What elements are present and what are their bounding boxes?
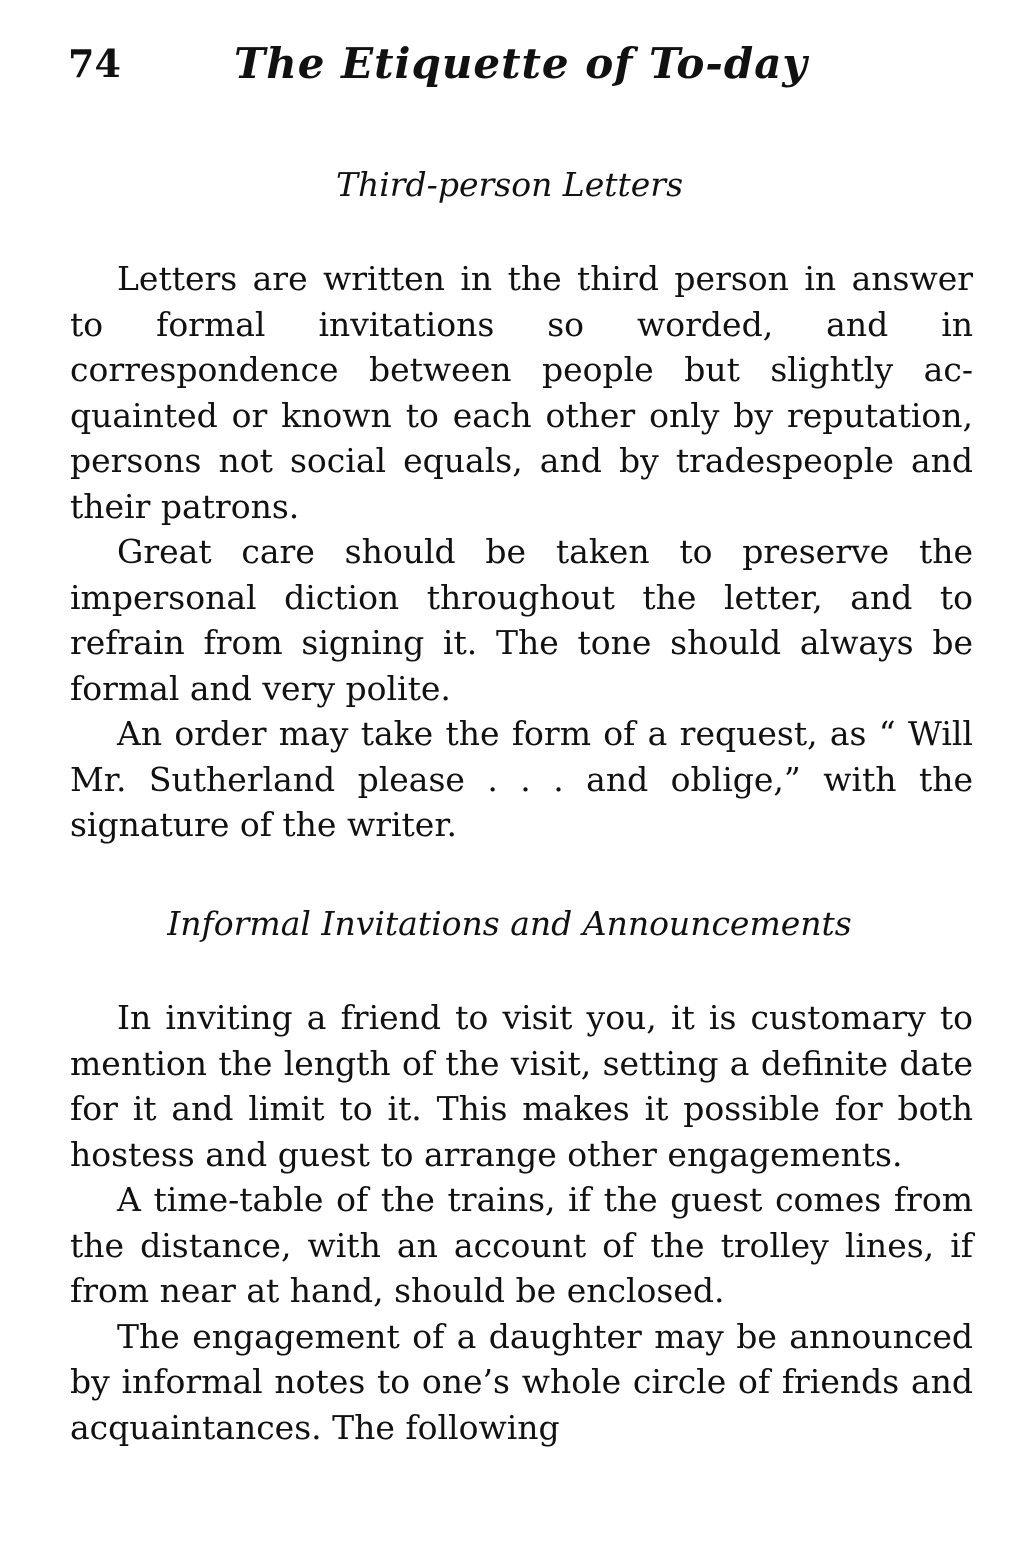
section-body-informal-invitations [70,995,973,1450]
running-head [68,38,968,98]
section-heading-third-person-letters: Third-person Letters [335,165,684,204]
running-title: The Etiquette of To-day [234,39,808,88]
page-number: 74 [68,41,121,86]
paragraph: In inviting a friend to visit you, it is customary to mention the length of the visit, setting a definite date for it and limit to it. This makes it possible for both hostess and guest to arrange other engagements. [70,998,973,1174]
section-body-third-person-letters [70,256,973,848]
paragraph: An order may take the form of a request, as “ Will Mr. Sutherland please . . . and oblige,” with the signature of the writer. [70,714,973,844]
section-heading-informal-invitations: Informal Invitations and Announcements [167,904,852,943]
paragraph: Letters are written in the third person in answer to formal invitations so worded, and in correspondence between people but slightly acquainted or known to each other only by reputation, persons not social equals, and by tradespeople and their patrons. [70,259,973,526]
paragraph: A time-table of the trains, if the guest comes from the distance, with an account of the trolley lines, if from near at hand, should be enclosed. [70,1180,973,1310]
paragraph: The engagement of a daughter may be announced by informal notes to one’s whole circle of friends and acquaintances. The following [70,1316,973,1447]
paragraph: Great care should be taken to preserve the impersonal diction throughout the letter, and to refrain from signing it. The tone should always be formal and very polite. [70,532,973,708]
